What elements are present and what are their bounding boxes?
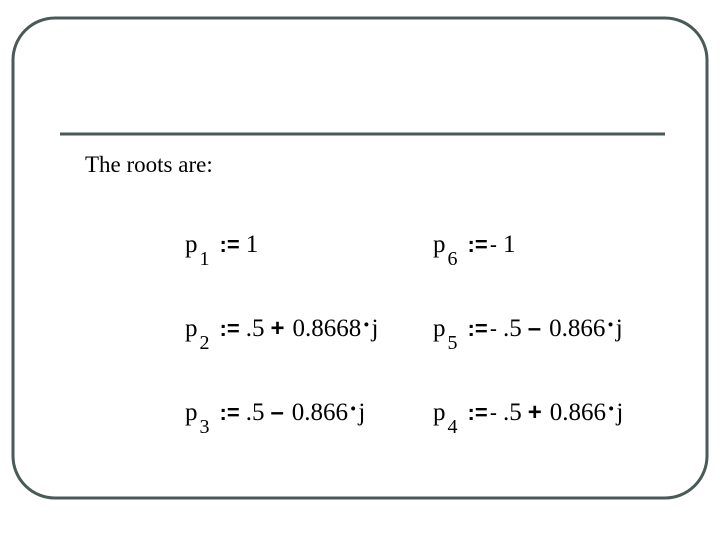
negative-sign: - xyxy=(489,316,498,341)
plus-operator: + xyxy=(270,315,285,342)
assign-operator: := xyxy=(467,232,488,257)
minus-operator: – xyxy=(527,315,542,342)
negative-sign: - xyxy=(489,400,498,425)
equation-variable: p xyxy=(433,399,446,426)
equation-subscript: 3 xyxy=(199,416,210,438)
real-part: 1 xyxy=(245,231,259,258)
equation-subscript: 2 xyxy=(199,332,210,354)
equation-subscript: 4 xyxy=(447,416,458,438)
equation-p4 xyxy=(433,396,624,438)
real-part: .5 xyxy=(245,315,265,342)
negative-sign: - xyxy=(489,232,498,257)
multiply-dot: · xyxy=(349,396,358,423)
equation-variable: p xyxy=(433,231,446,258)
multiply-dot: · xyxy=(362,312,371,339)
assign-operator: := xyxy=(219,400,240,425)
intro-text: The roots are: xyxy=(85,152,213,177)
equation-p6 xyxy=(433,231,516,270)
imaginary-coefficient: 0.8668 xyxy=(292,315,362,342)
equation-variable: p xyxy=(185,315,198,342)
plus-operator: + xyxy=(527,399,542,426)
real-part: 1 xyxy=(503,231,516,258)
real-part: .5 xyxy=(245,399,265,426)
imaginary-unit: j xyxy=(358,399,366,426)
equation-p5 xyxy=(433,312,623,354)
equation-variable: p xyxy=(433,315,446,342)
slide-border xyxy=(13,18,707,498)
minus-operator: – xyxy=(270,399,284,426)
real-part: .5 xyxy=(503,315,522,342)
imaginary-coefficient: 0.866 xyxy=(291,399,349,426)
real-part: .5 xyxy=(503,399,522,426)
equation-variable: p xyxy=(185,231,198,258)
assign-operator: := xyxy=(219,316,240,341)
multiply-dot: · xyxy=(606,312,615,339)
imaginary-unit: j xyxy=(615,315,623,342)
imaginary-unit: j xyxy=(371,315,379,342)
equation-subscript: 6 xyxy=(447,248,458,270)
assign-operator: := xyxy=(219,232,240,257)
assign-operator: := xyxy=(467,316,488,341)
imaginary-coefficient: 0.866 xyxy=(549,315,606,342)
imaginary-coefficient: 0.866 xyxy=(549,399,607,426)
equation-variable: p xyxy=(185,399,198,426)
equation-p3 xyxy=(185,396,366,438)
multiply-dot: · xyxy=(607,396,616,423)
equation-subscript: 1 xyxy=(199,248,210,270)
equation-p1 xyxy=(185,231,259,270)
imaginary-unit: j xyxy=(616,399,624,426)
equation-subscript: 5 xyxy=(447,332,458,354)
assign-operator: := xyxy=(467,400,488,425)
equation-p2 xyxy=(185,312,379,354)
